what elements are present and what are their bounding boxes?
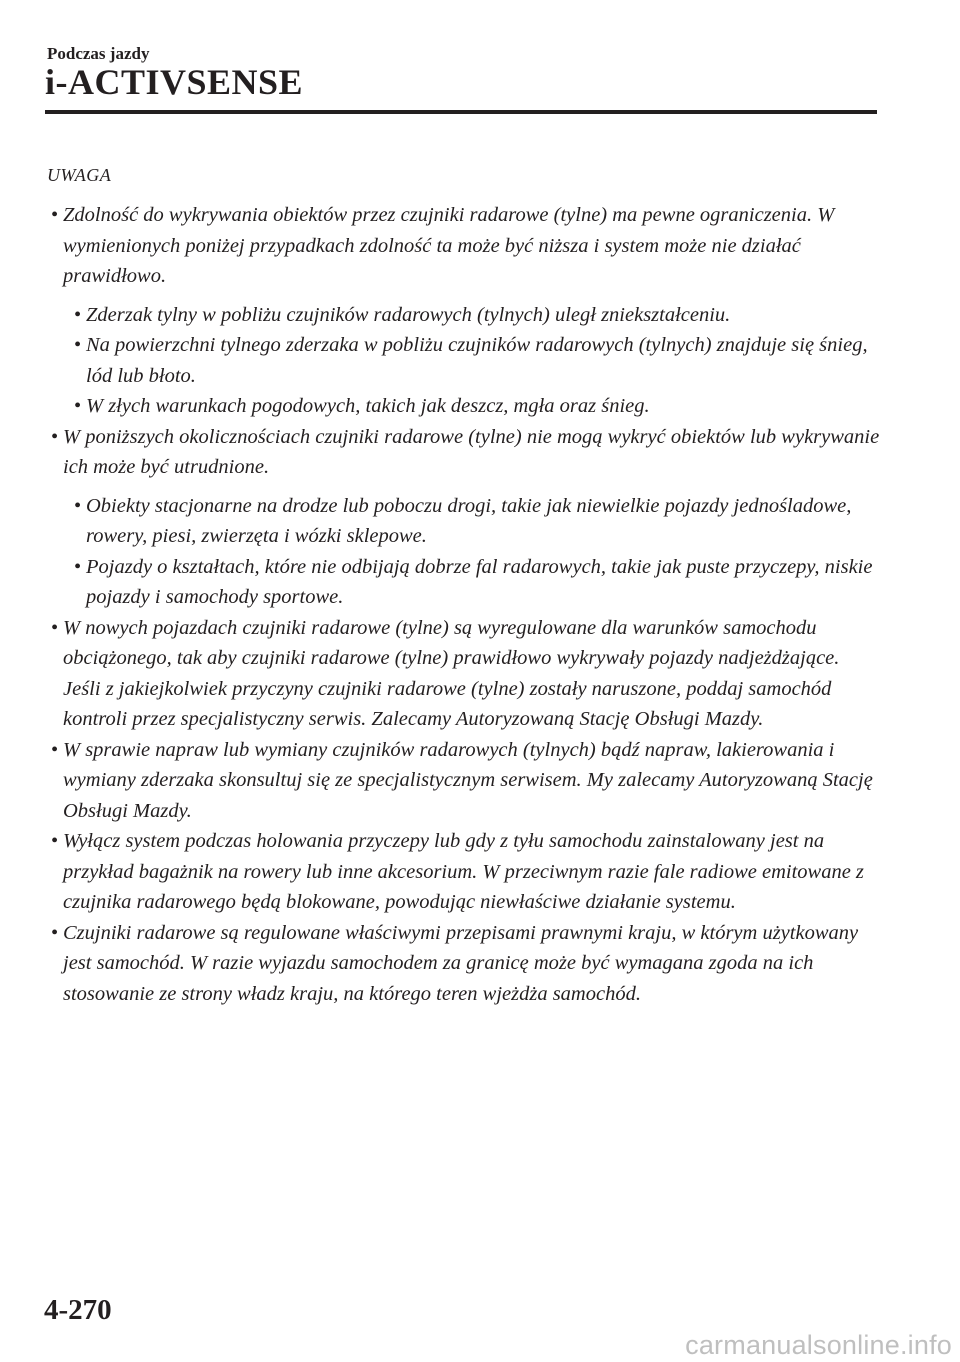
note-subitem-1-2 bbox=[47, 330, 882, 391]
note-subitem-text: Obiekty stacjonarne na drodze lub poboczu drogi, takie jak niewielkie pojazdy jednośladowe, rowery, piesi, zwierzęta i wózki sklepowe. bbox=[86, 494, 852, 547]
note-item-3 bbox=[47, 613, 882, 735]
note-item-text: W poniższych okolicznościach czujniki radarowe (tylne) nie mogą wykryć obiektów lub wykrywanie ich może być utrudnione. bbox=[63, 425, 880, 478]
note-item-1 bbox=[47, 200, 882, 292]
note-item-5 bbox=[47, 826, 882, 918]
note-item-text: W nowych pojazdach czujniki radarowe (tylne) są wyregulowane dla warunków samochodu obciążonego, tak aby czujniki radarowe (tylne) prawidłowo wykrywały pojazdy nadjeżdżające. Jeśli z jakiejkolwiek przyczyny czujniki radarowe (tylne) zostały naruszone, poddaj samochód kontroli przez specjalistyczny serwis. Zalecamy Autoryzowaną Stację Obsługi Mazdy. bbox=[63, 616, 840, 730]
note-item-text: Czujniki radarowe są regulowane właściwymi przepisami prawnymi kraju, w którym użytkowany jest samochód. W razie wyjazdu samochodem za granicę może być wymagana zgoda na ich stosowanie ze strony władz kraju, na którego teren wjeżdża samochód. bbox=[63, 921, 859, 1005]
bullet-icon: • bbox=[74, 334, 82, 356]
note-item-text: W sprawie napraw lub wymiany czujników radarowych (tylnych) bądź napraw, lakierowania i wymiany zderzaka skonsultuj się ze specjalistycznym serwisem. My zalecamy Autoryzowaną Stację Obsługi Mazdy. bbox=[63, 738, 873, 822]
title-divider bbox=[45, 110, 877, 114]
watermark: carmanualsonline.info bbox=[685, 1330, 952, 1360]
note-subitem-2-2 bbox=[47, 552, 882, 613]
bullet-icon: • bbox=[74, 494, 82, 517]
bullet-icon: • bbox=[51, 616, 59, 639]
chapter-title: i-ACTIVSENSE bbox=[45, 62, 304, 102]
section-label: Podczas jazdy bbox=[47, 44, 150, 63]
bullet-icon: • bbox=[51, 204, 59, 226]
note-heading: UWAGA bbox=[47, 165, 112, 185]
bullet-icon: • bbox=[74, 555, 82, 578]
note-subitem-text: Pojazdy o kształtach, które nie odbijają dobrze fal radarowych, takie jak puste przyczepy, niskie pojazdy i samochody sportowe. bbox=[86, 555, 873, 608]
bullet-icon: • bbox=[74, 395, 82, 417]
note-item-text: Wyłącz system podczas holowania przyczepy lub gdy z tyłu samochodu zainstalowany jest na przykład bagażnik na rowery lub inne akcesorium. W przeciwnym razie fale radiowe emitowane z czujnika radarowego będą blokowane, powodując niewłaściwe działanie systemu. bbox=[63, 830, 864, 913]
bullet-icon: • bbox=[74, 303, 82, 326]
page-number: 4-270 bbox=[44, 1294, 112, 1326]
note-subitem-text: Na powierzchni tylnego zderzaka w pobliżu czujników radarowych (tylnych) znajduje się śnieg, lód lub błoto. bbox=[86, 334, 868, 387]
note-subitem-text: Zderzak tylny w pobliżu czujników radarowych (tylnych) uległ zniekształceniu. bbox=[86, 303, 731, 326]
bullet-icon: • bbox=[51, 738, 59, 761]
note-item-4 bbox=[47, 735, 882, 827]
note-item-text: Zdolność do wykrywania obiektów przez czujniki radarowe (tylne) ma pewne ograniczenia. W wymienionych poniżej przypadkach zdolność ta może być niższa i system może nie działać prawidłowo. bbox=[63, 204, 835, 287]
note-subitem-1-3 bbox=[47, 391, 882, 422]
note-subitem-2-1 bbox=[47, 491, 882, 552]
note-item-6 bbox=[47, 918, 882, 1010]
note-item-2 bbox=[47, 422, 882, 483]
note-subitem-text: W złych warunkach pogodowych, takich jak deszcz, mgła oraz śnieg. bbox=[86, 395, 650, 417]
note-subitem-1-1 bbox=[47, 300, 882, 331]
bullet-icon: • bbox=[51, 425, 59, 448]
caution-note bbox=[47, 160, 882, 1009]
bullet-icon: • bbox=[51, 921, 59, 944]
bullet-icon: • bbox=[51, 830, 59, 852]
